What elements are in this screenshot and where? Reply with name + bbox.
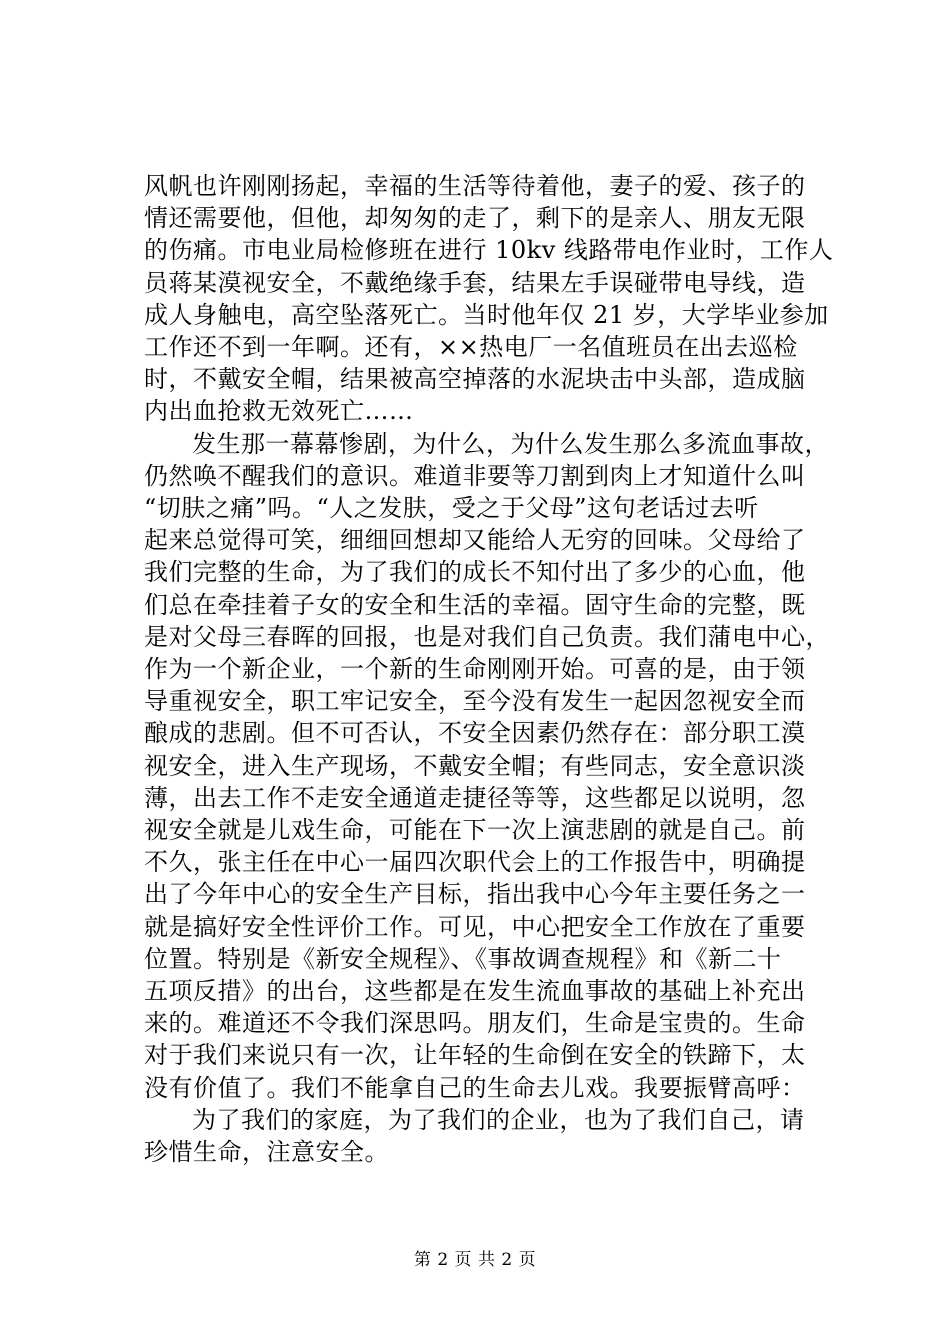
paragraph-line: 情还需要他，但他，却匆匆的走了，剩下的是亲人、朋友无限 [144, 204, 806, 233]
paragraph-line: 的伤痛。市电业局检修班在进行 10kv 线路带电作业时，工作人 [144, 236, 834, 265]
paragraph-first-line: 为了我们的家庭，为了我们的企业，也为了我们自己，请 [192, 1105, 805, 1134]
paragraph-line: 就是搞好安全性评价工作。可见，中心把安全工作放在了重要 [144, 912, 806, 941]
paragraph-first-line: 发生那一幕幕惨剧，为什么，为什么发生那么多流血事故， [192, 429, 829, 458]
paragraph-line: 员蒋某漠视安全，不戴绝缘手套，结果左手误碰带电导线，造 [144, 268, 806, 297]
paragraph-line: 起来总觉得可笑，细细回想却又能给人无穷的回味。父母给了 [144, 526, 806, 555]
paragraph-line: 视安全，进入生产现场，不戴安全帽；有些同志，安全意识淡 [144, 751, 806, 780]
paragraph-line: 薄，出去工作不走安全通道走捷径等等，这些都足以说明，忽 [144, 783, 806, 812]
paragraph-line: 风帆也许刚刚扬起，幸福的生活等待着他，妻子的爱、孩子的 [144, 172, 806, 200]
paragraph-line: 不久，张主任在中心一届四次职代会上的工作报告中，明确提 [144, 848, 806, 877]
paragraph-line: 是对父母三春晖的回报，也是对我们自己负责。我们蒲电中心， [144, 622, 830, 651]
paragraph-line: 五项反措》的出台，这些都是在发生流血事故的基础上补充出 [144, 977, 806, 1006]
paragraph-line: 时，不戴安全帽，结果被高空掉落的水泥块击中头部，造成脑 [144, 365, 806, 394]
paragraph-line: 工作还不到一年啊。还有，××热电厂一名值班员在出去巡检 [144, 333, 798, 362]
paragraph-line: 们总在牵挂着子女的安全和生活的幸福。固守生命的完整，既 [144, 590, 806, 619]
paragraph-line: “切肤之痛”吗。“人之发肤，受之于父母”这句老话过去听 [144, 494, 759, 523]
paragraph-line: 成人身触电，高空坠落死亡。当时他年仅 21 岁，大学毕业参加 [144, 300, 829, 329]
paragraph-line: 没有价值了。我们不能拿自己的生命去儿戏。我要振臂高呼： [144, 1073, 806, 1102]
paragraph-line: 导重视安全，职工牢记安全，至今没有发生一起因忽视安全而 [144, 687, 806, 716]
paragraph-line: 仍然唤不醒我们的意识。难道非要等刀割到肉上才知道什么叫 [144, 461, 806, 490]
article-body [144, 170, 834, 1168]
paragraph-line: 出了今年中心的安全生产目标，指出我中心今年主要任务之一 [144, 880, 806, 909]
paragraph-line: 作为一个新企业，一个新的生命刚刚开始。可喜的是，由于领 [144, 655, 806, 684]
paragraph-line: 我们完整的生命，为了我们的成长不知付出了多少的心血，他 [144, 558, 806, 587]
page-number-footer: 第 2 页 共 2 页 [413, 1250, 537, 1270]
paragraph-line: 对于我们来说只有一次，让年轻的生命倒在安全的铁蹄下，太 [144, 1041, 806, 1070]
paragraph-line: 内出血抢救无效死亡…… [144, 397, 414, 426]
paragraph-line: 珍惜生命，注意安全。 [144, 1138, 389, 1167]
paragraph-line: 位置。特别是《新安全规程》、《事故调查规程》和《新二十 [144, 944, 782, 973]
paragraph-line: 酿成的悲剧。但不可否认，不安全因素仍然存在：部分职工漠 [144, 719, 806, 748]
paragraph-line: 视安全就是儿戏生命，可能在下一次上演悲剧的就是自己。前 [144, 816, 806, 845]
paragraph-line: 来的。难道还不令我们深思吗。朋友们，生命是宝贵的。生命 [144, 1009, 806, 1038]
